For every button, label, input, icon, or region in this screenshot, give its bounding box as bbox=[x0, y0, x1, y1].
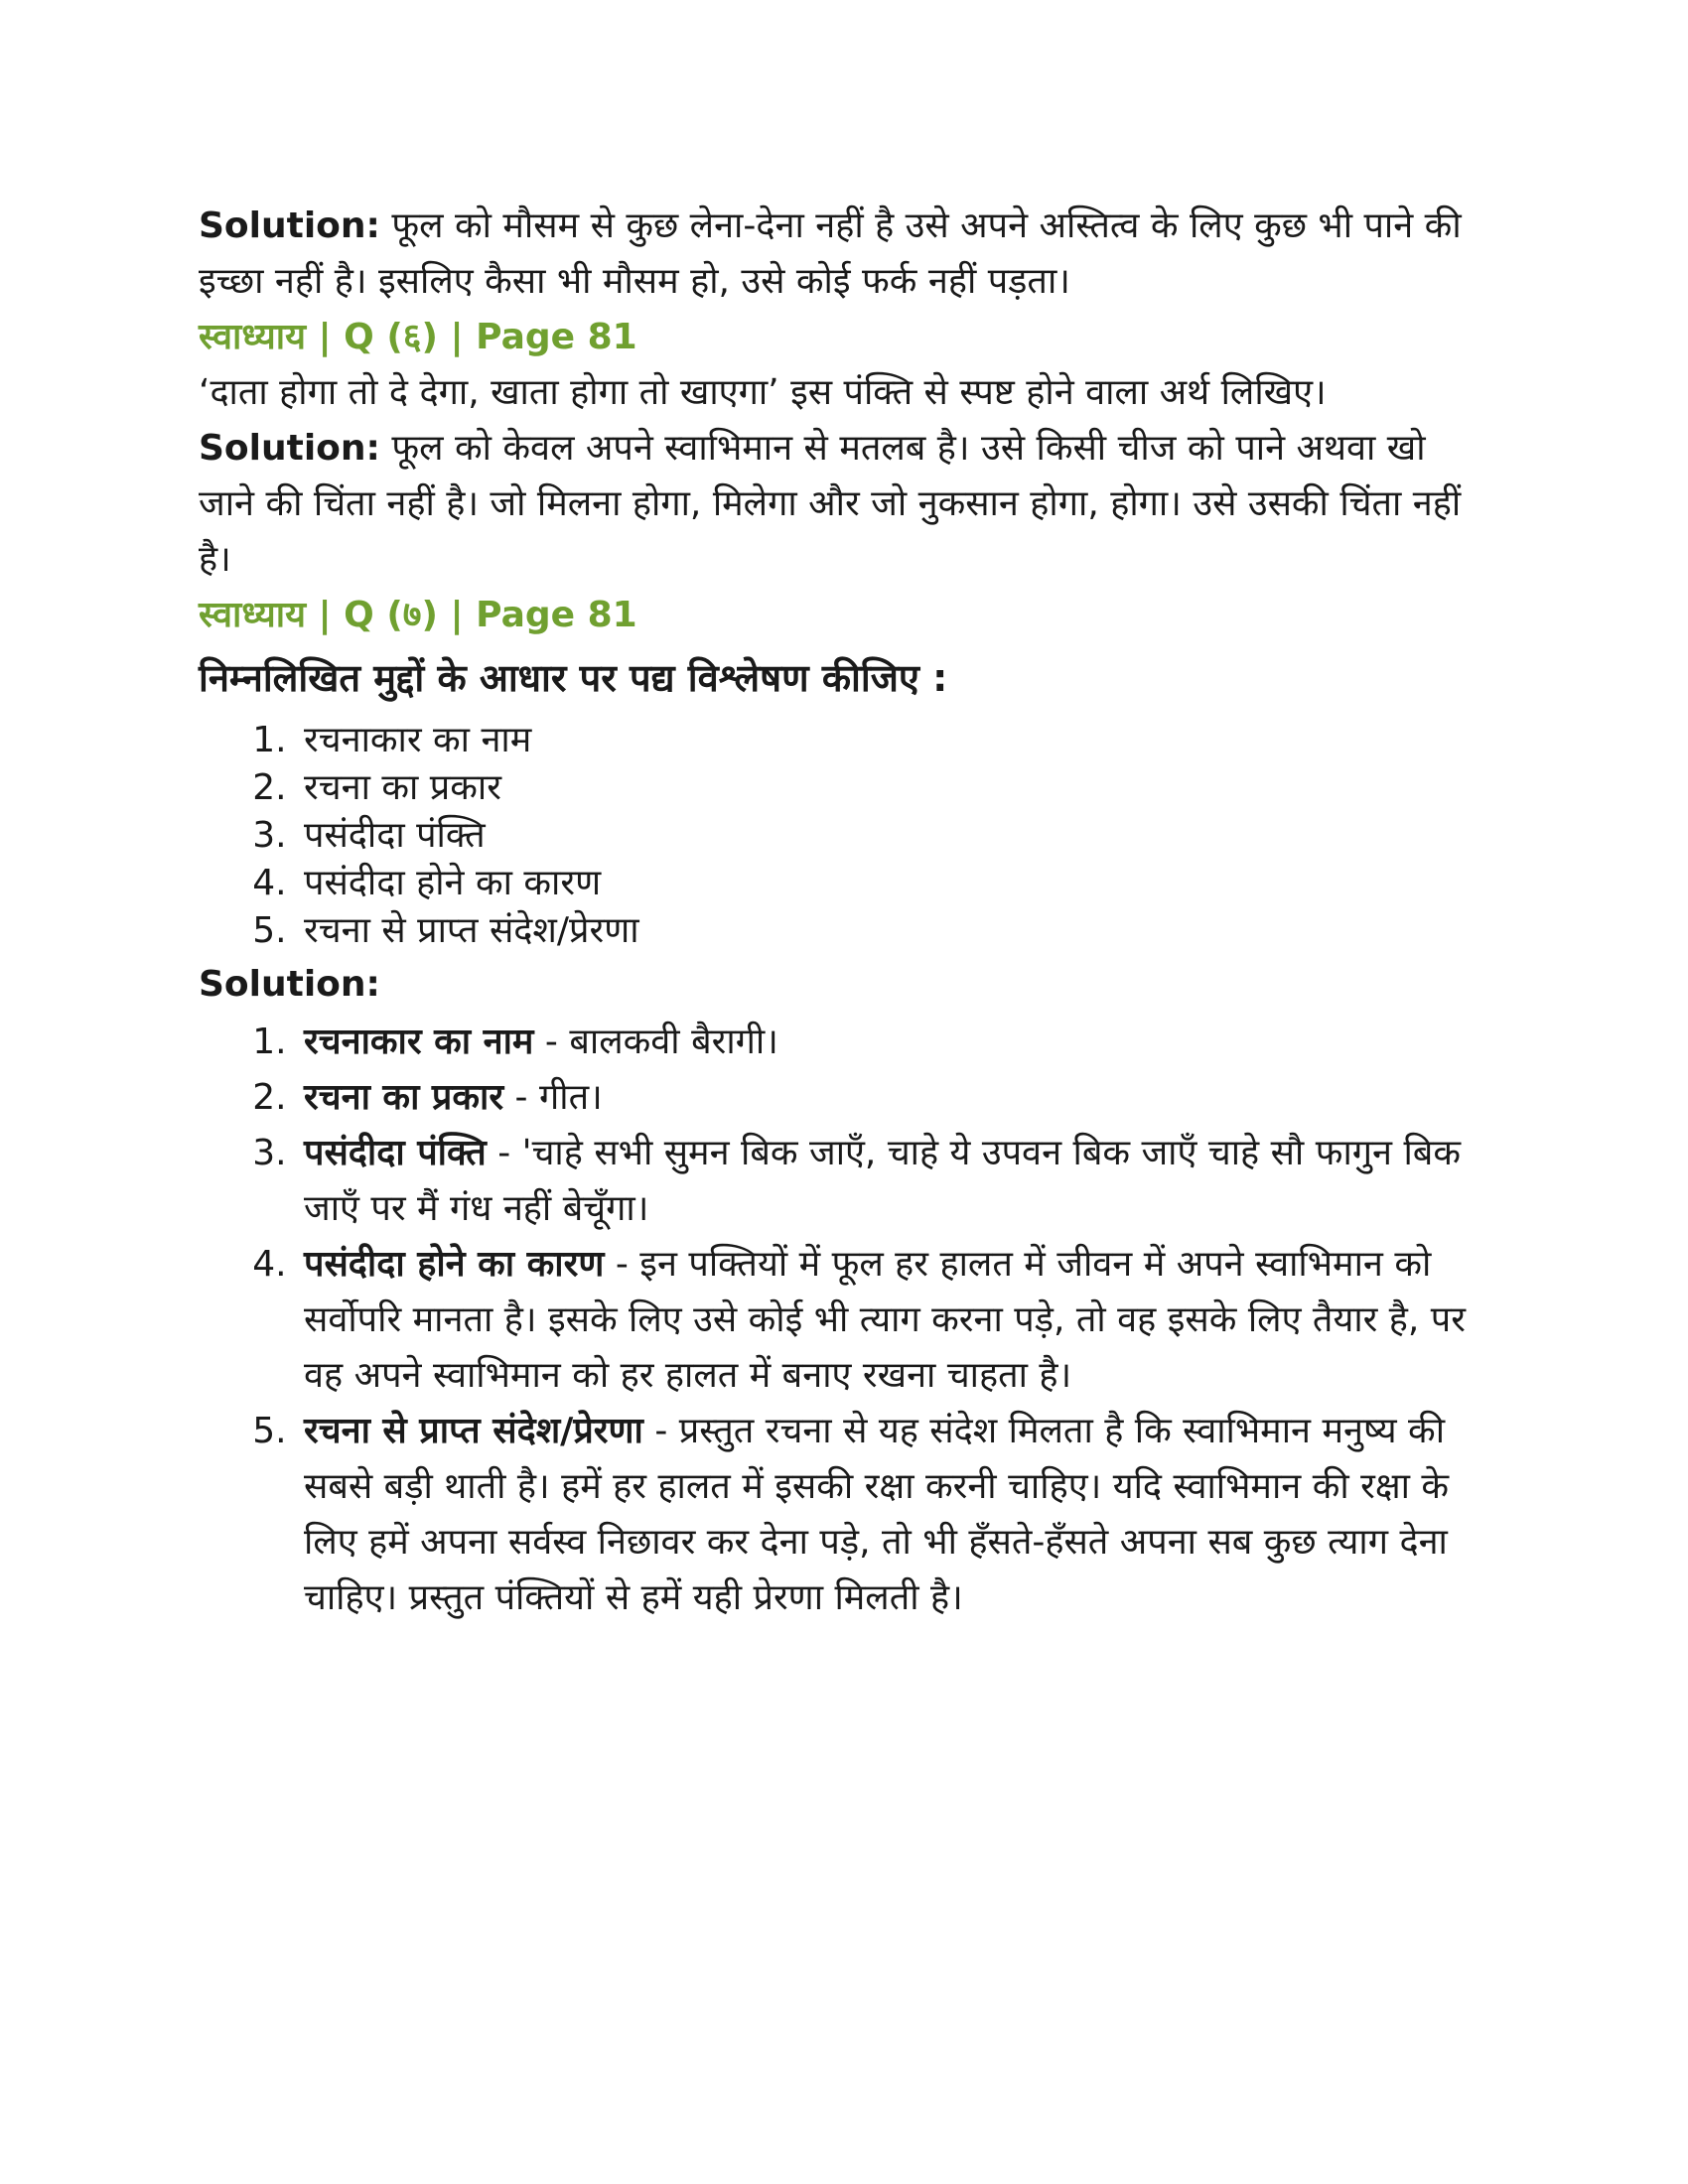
answer-text: - प्रस्तुत रचना से यह संदेश मिलता है कि स्वाभिमान मनुष्य की सबसे बड़ी थाती है। हमें हर हालत में इसकी रक्षा करनी चाहिए। यदि स्वाभिमान की रक्षा के लिए हमें अपना सर्वस्व निछावर कर देना पड़े, तो भी हँसते-हँसते अपना सब कुछ त्याग देना चाहिए। प्रस्तुत पंक्तियों से हमें यही प्रेरणा मिलती है। bbox=[304, 1411, 1450, 1618]
answers-list bbox=[199, 1015, 1489, 1626]
list-item bbox=[298, 1015, 1489, 1070]
solution-paragraph-2 bbox=[199, 421, 1489, 588]
question-text-6: ‘दाता होगा तो दे देगा, खाता होगा तो खाएगा’ इस पंक्ति से स्पष्ट होने वाला अर्थ लिखिए। bbox=[199, 372, 1327, 413]
solution-label: Solution: bbox=[199, 964, 380, 1005]
question-heading-7: स्वाध्याय | Q (७) | Page 81 bbox=[199, 595, 637, 635]
answer-text: - बालकवी बैरागी। bbox=[533, 1022, 778, 1062]
answer-term: पसंदीदा होने का कारण bbox=[304, 1244, 605, 1285]
analysis-points-list bbox=[199, 717, 1489, 955]
list-item bbox=[298, 1126, 1489, 1237]
solution-label: Solution: bbox=[199, 205, 380, 246]
list-item: 2. रचना का प्रकार bbox=[298, 764, 1489, 812]
list-item: 5. रचना से प्राप्त संदेश/प्रेरणा bbox=[298, 907, 1489, 955]
solution-text: फूल को केवल अपने स्वाभिमान से मतलब है। उसे किसी चीज को पाने अथवा खो जाने की चिंता नहीं है। जो मिलना होगा, मिलेगा और जो नुकसान होगा, होगा। उसे उसकी चिंता नहीं है। bbox=[199, 428, 1462, 580]
answer-text: - 'चाहे सभी सुमन बिक जाएँ, चाहे ये उपवन बिक जाएँ चाहे सौ फागुन बिक जाएँ पर मैं गंध नहीं बेचूँगा। bbox=[304, 1133, 1462, 1229]
list-item: 3. पसंदीदा पंक्ति bbox=[298, 812, 1489, 860]
solution-text: फूल को मौसम से कुछ लेना-देना नहीं है उसे अपने अस्तित्व के लिए कुछ भी पाने की इच्छा नहीं है। इसलिए कैसा भी मौसम हो, उसे कोई फर्क नहीं पड़ता। bbox=[199, 205, 1462, 302]
question-text-7: निम्नलिखित मुद्दों के आधार पर पद्य विश्लेषण कीजिए : bbox=[199, 656, 948, 700]
answer-term: रचनाकार का नाम bbox=[304, 1022, 534, 1062]
list-item: 4. पसंदीदा होने का कारण bbox=[298, 860, 1489, 907]
question-heading-6: स्वाध्याय | Q (६) | Page 81 bbox=[199, 317, 637, 357]
answer-text: - गीत। bbox=[503, 1077, 603, 1118]
answer-term: रचना का प्रकार bbox=[304, 1077, 504, 1118]
answer-term: रचना से प्राप्त संदेश/प्रेरणा bbox=[304, 1411, 643, 1451]
list-item bbox=[298, 1237, 1489, 1404]
list-item: 1. रचनाकार का नाम bbox=[298, 717, 1489, 764]
solution-paragraph-1 bbox=[199, 199, 1489, 310]
solution-label: Solution: bbox=[199, 428, 380, 469]
list-item bbox=[298, 1404, 1489, 1626]
answer-term: पसंदीदा पंक्ति bbox=[304, 1133, 487, 1173]
answer-text: - इन पक्तियों में फूल हर हालत में जीवन में अपने स्वाभिमान को सर्वोपरि मानता है। इसके लिए उसे कोई भी त्याग करना पड़े, तो वह इसके लिए तैयार है, पर वह अपने स्वाभिमान को हर हालत में बनाए रखना चाहता है। bbox=[304, 1244, 1466, 1396]
list-item bbox=[298, 1070, 1489, 1126]
